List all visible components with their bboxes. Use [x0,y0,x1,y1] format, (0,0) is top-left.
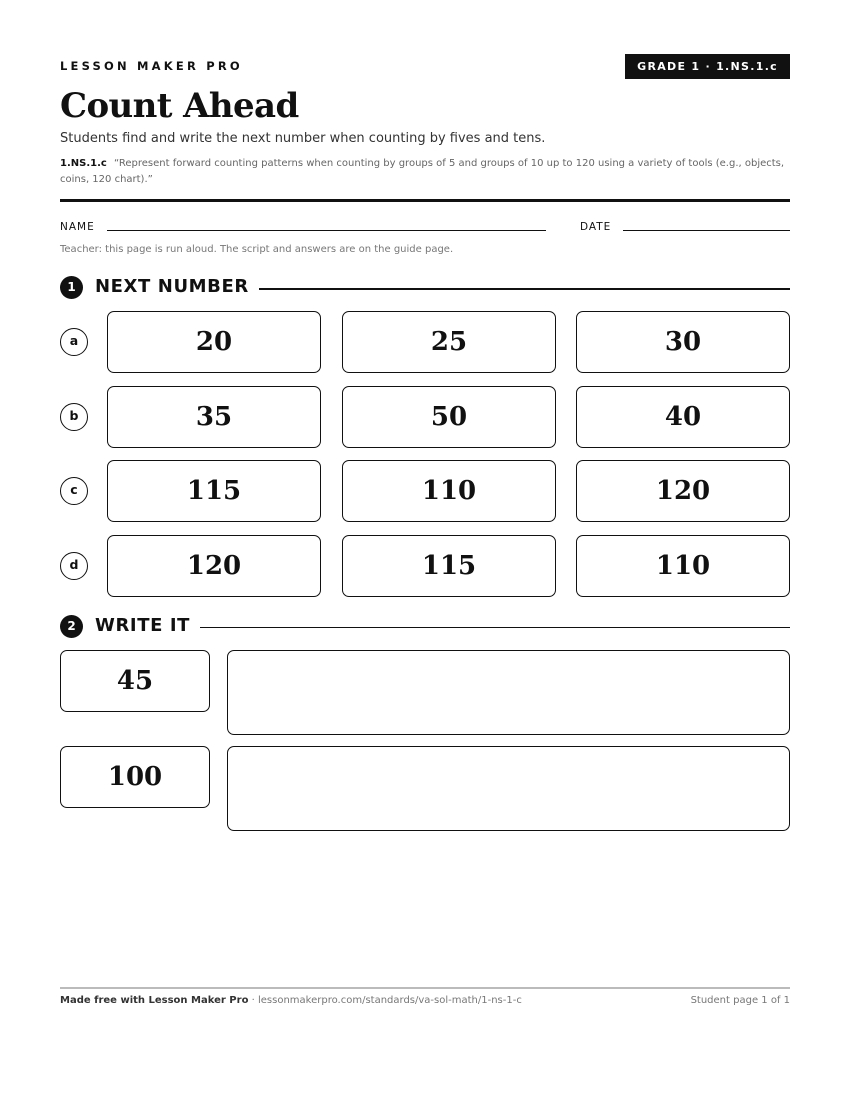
page-subtitle: Students find and write the next number when counting by fives and tens. [60,131,546,146]
problem-row-b [60,386,790,448]
number-card: 120 [107,535,321,597]
row-letter-badge: d [60,552,88,580]
grade-badge: GRADE 1 · 1.NS.1.c [625,54,790,79]
number-card: 110 [576,535,790,597]
section-number-badge: 1 [60,276,83,299]
section-write-it-header [60,614,790,638]
date-label: DATE [580,221,612,233]
number-card: 115 [107,460,321,522]
number-card: 50 [342,386,556,448]
standard-text: “Represent forward counting patterns when counting by groups of 5 and groups of 10 up to 120 using a variety of tools (e.g., objects, coins, 120 chart).” [60,158,785,185]
row-letter-badge: a [60,328,88,356]
answer-box[interactable] [227,650,790,735]
brand-name: LESSON MAKER PRO [60,59,243,73]
footer-url[interactable]: lessonmakerpro.com/standards/va-sol-math/1-ns-1-c [257,995,522,1006]
number-card: 40 [576,386,790,448]
standard-code: 1.NS.1.c [60,158,107,169]
section-title: WRITE IT [95,615,191,636]
number-card: 35 [107,386,321,448]
problem-row-d [60,535,790,597]
footer-credit [60,995,522,1006]
answer-box[interactable] [227,746,790,831]
footer-divider [60,987,790,989]
number-card: 20 [107,311,321,373]
footer-page-number: Student page 1 of 1 [690,995,790,1006]
number-card: 115 [342,535,556,597]
name-field[interactable] [107,230,546,231]
section-rule [200,627,790,628]
problem-row-a [60,311,790,373]
row-letter-badge: b [60,403,88,431]
teacher-note: Teacher: this page is run aloud. The script and answers are on the guide page. [60,244,454,255]
row-letter-badge: c [60,477,88,505]
section-next-number-header [60,275,790,299]
footer-separator: · [248,995,258,1006]
problem-row-c [60,460,790,522]
number-card: 30 [576,311,790,373]
number-card: 25 [342,311,556,373]
header [60,54,790,80]
section-number-badge: 2 [60,615,83,638]
number-card: 120 [576,460,790,522]
section-rule [259,288,790,290]
footer-made-with: Made free with Lesson Maker Pro [60,995,249,1006]
number-card: 110 [342,460,556,522]
given-number-card: 45 [60,650,210,712]
header-divider [60,199,790,202]
name-label: NAME [60,221,95,233]
given-number-card: 100 [60,746,210,808]
standard-description [60,156,790,188]
page-title: Count Ahead [60,86,299,126]
date-field[interactable] [623,230,790,231]
section-title: NEXT NUMBER [95,276,249,297]
